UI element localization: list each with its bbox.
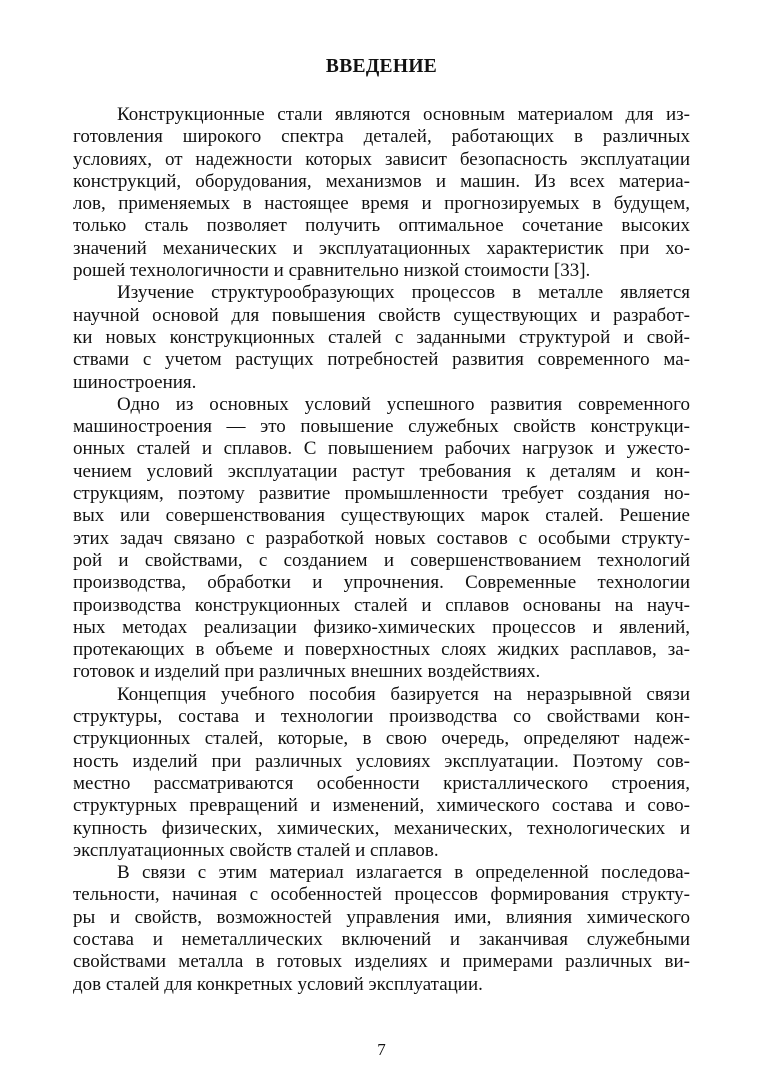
text-line: рошей технологичности и сравнительно низкой стоимости [33]. bbox=[73, 260, 591, 282]
text-line: ры и свойств, возможностей управления ими, влияния химического bbox=[73, 906, 690, 928]
text-line: готовления широкого спектра деталей, работающих в различных bbox=[73, 126, 690, 148]
text-line: производства конструкционных сталей и сплавов основаны на науч- bbox=[73, 594, 690, 616]
text-line: Изучение структурообразующих процессов в металле является bbox=[117, 282, 690, 304]
text-line: ных методах реализации физико-химических процессов и явлений, bbox=[73, 616, 690, 638]
text-line: Конструкционные стали являются основным материалом для из- bbox=[117, 104, 690, 125]
text-line: машиностроения — это повышение служебных свойств конструкци- bbox=[73, 416, 690, 438]
text-line: этих задач связано с разработкой новых составов с особыми структу- bbox=[73, 527, 690, 549]
page-number: 7 bbox=[377, 1040, 386, 1059]
text-line: местно рассматриваются особенности кристаллического строения, bbox=[73, 772, 690, 794]
text-line: вых или совершенствования существующих марок сталей. Решение bbox=[73, 505, 690, 527]
text-line: чением условий эксплуатации растут требования к деталям и кон- bbox=[73, 460, 690, 482]
text-line: ки новых конструкционных сталей с заданными структурой и свой- bbox=[73, 326, 690, 348]
page-title: ВВЕДЕНИЕ bbox=[325, 56, 438, 77]
text-line: производства, обработки и упрочнения. Современные технологии bbox=[73, 572, 690, 594]
text-line: струкционных сталей, которые, в свою очередь, определяют надеж- bbox=[73, 728, 690, 750]
text-line: ствами с учетом растущих потребностей развития современного ма- bbox=[73, 349, 690, 371]
text-line: состава и неметаллических включений и заканчивая служебными bbox=[73, 928, 690, 950]
paragraph bbox=[73, 282, 690, 393]
paragraph bbox=[73, 684, 690, 862]
text-line: рой и свойствами, с созданием и совершенствованием технологий bbox=[73, 549, 690, 571]
paragraph bbox=[73, 104, 690, 282]
text-line: структуры, состава и технологии производства со свойствами кон- bbox=[73, 706, 690, 728]
text-line: лов, применяемых в настоящее время и прогнозируемых в будущем, bbox=[73, 193, 690, 215]
text-line: Концепция учебного пособия базируется на неразрывной связи bbox=[117, 683, 690, 705]
text-line: условиях, от надежности которых зависит безопасность эксплуатации bbox=[73, 148, 690, 170]
text-line: эксплуатационных свойств сталей и сплавов. bbox=[73, 839, 439, 861]
text-line: купность физических, химических, механических, технологических и bbox=[73, 817, 690, 839]
text-line: только сталь позволяет получить оптимальное сочетание высоких bbox=[73, 215, 690, 237]
text-line: свойствами металла в готовых изделиях и примерами различных ви- bbox=[73, 951, 690, 973]
text-line: значений механических и эксплуатационных характеристик при хо- bbox=[73, 237, 690, 259]
text-line: онных сталей и сплавов. С повышением рабочих нагрузок и ужесто- bbox=[73, 438, 690, 460]
text-line: протекающих в объеме и поверхностных слоях жидких расплавов, за- bbox=[73, 639, 690, 661]
paragraph bbox=[73, 862, 690, 996]
text-line: струкциям, поэтому развитие промышленности требует создания но- bbox=[73, 483, 690, 505]
text-line: научной основой для повышения свойств существующих и разработ- bbox=[73, 304, 690, 326]
text-line: дов сталей для конкретных условий эксплуатации. bbox=[73, 973, 483, 995]
text-line: ность изделий при различных условиях эксплуатации. Поэтому сов- bbox=[73, 750, 690, 772]
text-line: В связи с этим материал излагается в определенной последова- bbox=[117, 862, 690, 884]
text-line: тельности, начиная с особенностей процессов формирования структу- bbox=[73, 884, 690, 906]
text-line: шиностроения. bbox=[73, 371, 197, 393]
text-line: Одно из основных условий успешного развития современного bbox=[117, 393, 690, 415]
text-line: готовок и изделий при различных внешних воздействиях. bbox=[73, 661, 541, 683]
paragraph bbox=[73, 394, 690, 684]
body-text bbox=[73, 104, 690, 996]
text-line: структурных превращений и изменений, химического состава и сово- bbox=[73, 795, 690, 817]
text-line: конструкций, оборудования, механизмов и машин. Из всех материа- bbox=[73, 170, 690, 192]
